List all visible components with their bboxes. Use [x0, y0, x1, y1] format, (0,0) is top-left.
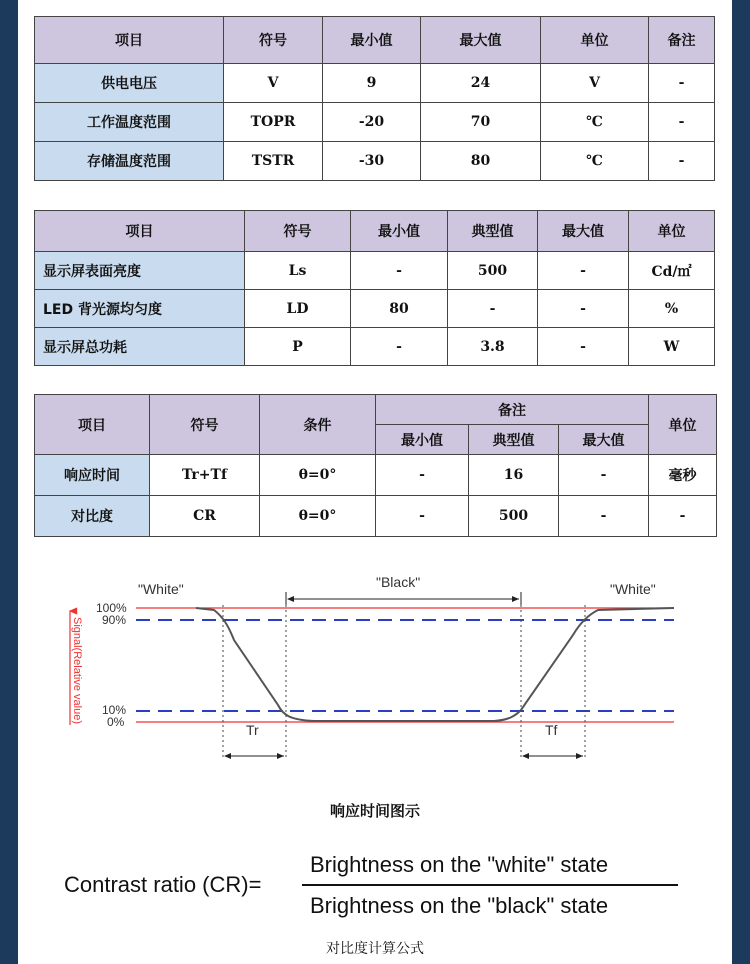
cell: CR	[150, 496, 260, 537]
label-100: 100%	[96, 601, 127, 615]
cell: -	[376, 496, 469, 537]
label-tr: Tr	[246, 722, 259, 738]
cell: -	[649, 142, 715, 181]
cell: -	[649, 103, 715, 142]
table-row	[35, 455, 717, 496]
cell: V	[224, 64, 323, 103]
row-label: 供电电压	[35, 64, 224, 103]
cell: -	[351, 252, 448, 290]
cell: %	[629, 290, 715, 328]
header-symbol: 符号	[150, 395, 260, 455]
electrical-ratings-table	[34, 16, 715, 181]
cell: -	[376, 455, 469, 496]
label-0: 0%	[107, 715, 125, 729]
formula-numerator: Brightness on the "white" state	[310, 852, 609, 877]
cell: 16	[469, 455, 559, 496]
response-time-diagram	[18, 565, 732, 775]
row-label: 工作温度范围	[35, 103, 224, 142]
row-label: 显示屏表面亮度	[35, 252, 245, 290]
header-condition: 条件	[260, 395, 376, 455]
cell: 24	[421, 64, 541, 103]
header-remark: 备注	[376, 395, 649, 425]
cell: 3.8	[448, 328, 538, 366]
cell: ℃	[541, 103, 649, 142]
label-90: 90%	[102, 613, 127, 627]
row-label: 存储温度范围	[35, 142, 224, 181]
response-time-caption: 响应时间图示	[329, 802, 420, 820]
table-header-row	[35, 211, 715, 252]
cell: -	[649, 64, 715, 103]
fraction-bar	[302, 884, 678, 886]
header-unit: 单位	[541, 17, 649, 64]
table-row	[35, 496, 717, 537]
formula-denominator: Brightness on the "black" state	[310, 893, 609, 918]
header-unit: 单位	[649, 395, 717, 455]
label-10: 10%	[102, 703, 127, 717]
cell: -	[448, 290, 538, 328]
cell: TOPR	[224, 103, 323, 142]
header-item: 项目	[35, 395, 150, 455]
row-label: 响应时间	[35, 455, 150, 496]
formula-lhs: Contrast ratio (CR)=	[64, 872, 262, 897]
table-row	[35, 328, 715, 366]
table-header-row	[35, 395, 717, 425]
cell: 80	[351, 290, 448, 328]
datasheet-page	[18, 0, 732, 964]
header-remark: 备注	[649, 17, 715, 64]
cell: 毫秒	[649, 455, 717, 496]
table-header-row	[35, 17, 715, 64]
cell: P	[245, 328, 351, 366]
table-row	[35, 142, 715, 181]
signal-curve	[196, 608, 674, 721]
label-white-left: "White"	[138, 581, 184, 597]
cell: -	[538, 328, 629, 366]
cell: W	[629, 328, 715, 366]
header-unit: 单位	[629, 211, 715, 252]
header-item: 项目	[35, 211, 245, 252]
optical-characteristics-table	[34, 210, 715, 366]
table-row	[35, 252, 715, 290]
response-contrast-table	[34, 394, 717, 537]
header-max: 最大值	[538, 211, 629, 252]
cell: -	[538, 290, 629, 328]
cell: Cd/㎡	[629, 252, 715, 290]
y-axis-label: Signal(Relative value)	[71, 617, 83, 724]
row-label: 对比度	[35, 496, 150, 537]
cell: 500	[469, 496, 559, 537]
cell: -20	[323, 103, 421, 142]
cell: -	[559, 455, 649, 496]
cell: 9	[323, 64, 421, 103]
label-white-right: "White"	[610, 581, 656, 597]
header-typical: 典型值	[448, 211, 538, 252]
table-row	[35, 103, 715, 142]
row-label: 显示屏总功耗	[35, 328, 245, 366]
header-min: 最小值	[323, 17, 421, 64]
cell: ℃	[541, 142, 649, 181]
cell: -	[538, 252, 629, 290]
header-symbol: 符号	[224, 17, 323, 64]
table-row	[35, 290, 715, 328]
header-item: 项目	[35, 17, 224, 64]
cell: -	[559, 496, 649, 537]
contrast-ratio-formula	[18, 848, 732, 928]
cell: Tr+Tf	[150, 455, 260, 496]
cell: Ls	[245, 252, 351, 290]
cell: V	[541, 64, 649, 103]
cell: -30	[323, 142, 421, 181]
cell: -	[351, 328, 448, 366]
cell: LD	[245, 290, 351, 328]
cell: θ=0°	[260, 496, 376, 537]
subheader-min: 最小值	[376, 425, 469, 455]
header-symbol: 符号	[245, 211, 351, 252]
label-black: "Black"	[376, 574, 421, 590]
subheader-typical: 典型值	[469, 425, 559, 455]
cell: 80	[421, 142, 541, 181]
header-max: 最大值	[421, 17, 541, 64]
table-row	[35, 64, 715, 103]
row-label: LED 背光源均匀度	[35, 290, 245, 328]
cell: θ=0°	[260, 455, 376, 496]
cell: 70	[421, 103, 541, 142]
cell: TSTR	[224, 142, 323, 181]
header-min: 最小值	[351, 211, 448, 252]
subheader-max: 最大值	[559, 425, 649, 455]
label-tf: Tf	[545, 722, 558, 738]
contrast-formula-caption: 对比度计算公式	[326, 941, 424, 957]
cell: 500	[448, 252, 538, 290]
cell: -	[649, 496, 717, 537]
